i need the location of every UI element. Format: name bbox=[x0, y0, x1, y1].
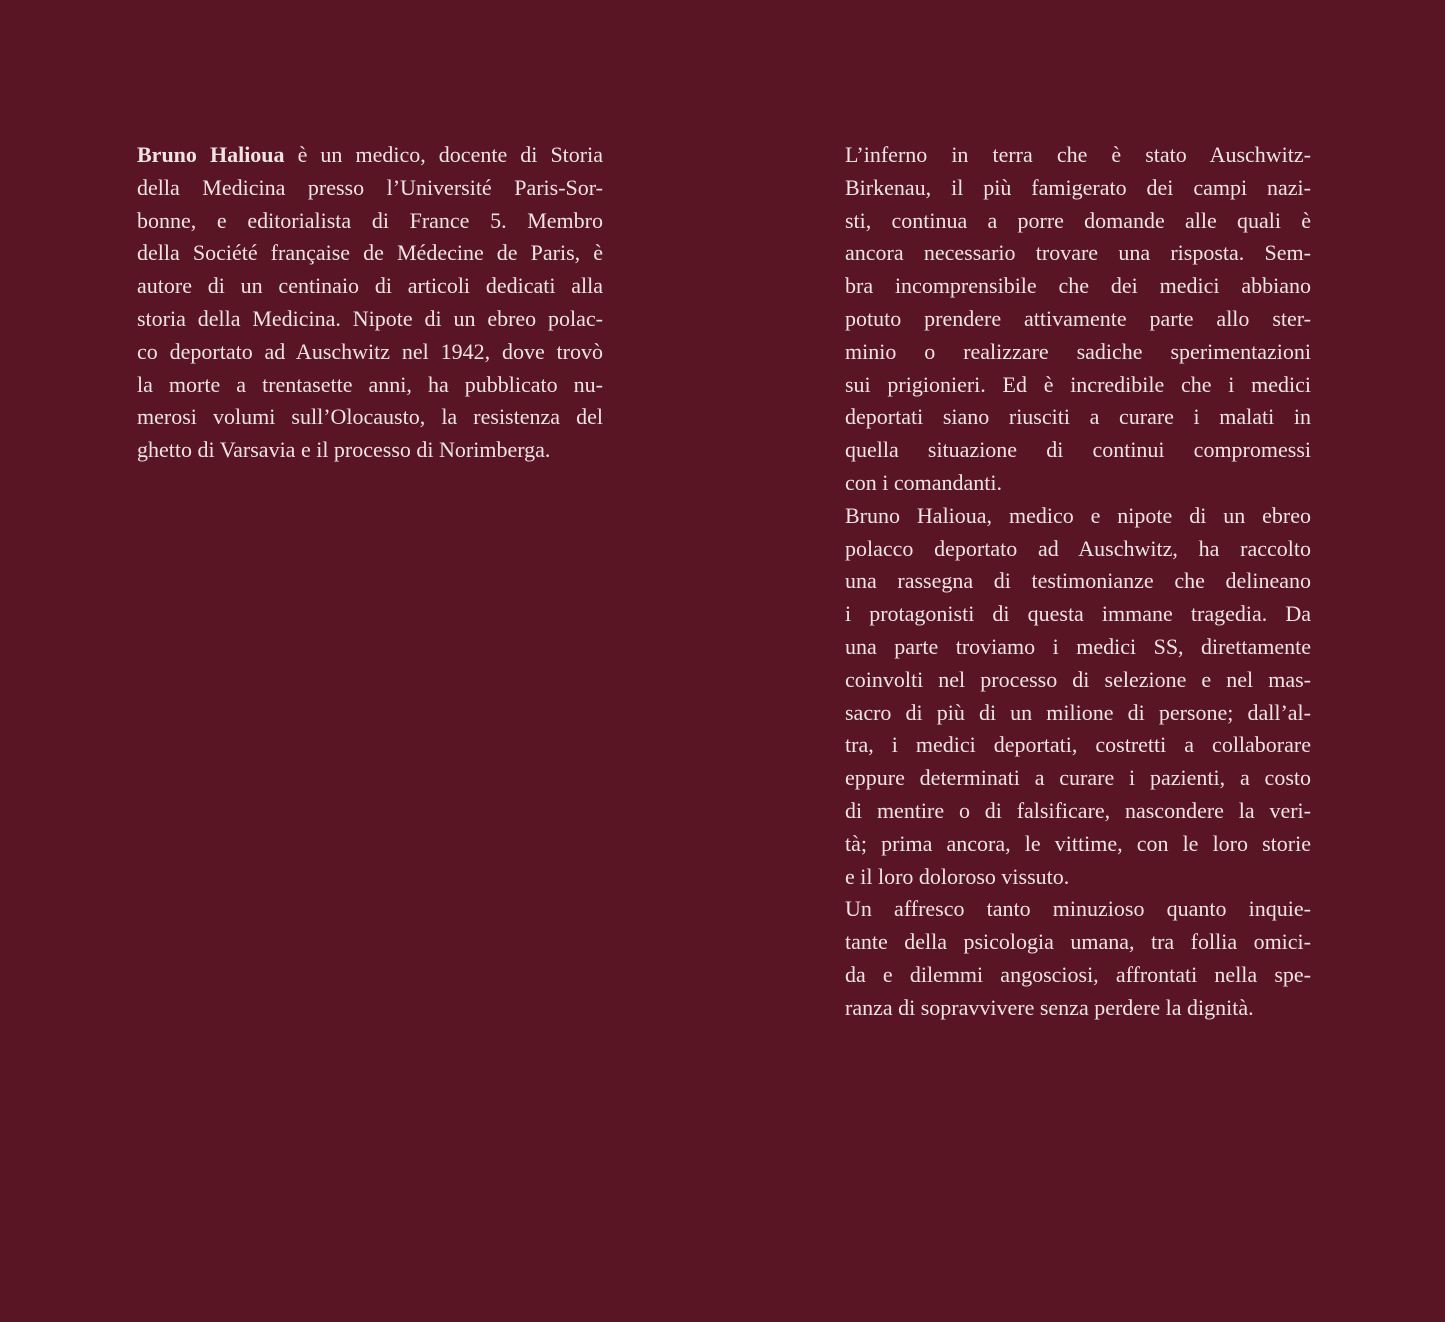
text-line: L’inferno in terra che è stato Auschwitz- bbox=[845, 142, 1311, 167]
text-line bbox=[137, 139, 603, 172]
text-line: ghetto di Varsavia e il processo di Norimberga. bbox=[137, 437, 551, 463]
text-line: minio o realizzare sadiche sperimentazioni bbox=[845, 338, 1311, 364]
text-line: con i comandanti. bbox=[845, 469, 1003, 495]
text-line: deportati siano riusciti a curare i malati in bbox=[845, 404, 1311, 430]
text-line: bonne, e editorialista di France 5. Membro bbox=[137, 207, 603, 233]
text-line: tra, i medici deportati, costretti a collaborare bbox=[845, 732, 1311, 758]
text-line: i protagonisti di questa immane tragedia. Da bbox=[845, 601, 1311, 627]
text-line: tante della psicologia umana, tra follia omici- bbox=[845, 929, 1311, 955]
author-bio-paragraph bbox=[137, 172, 603, 467]
text-line: coinvolti nel processo di selezione e nel mas- bbox=[845, 666, 1311, 692]
text-line: sti, continua a porre domande alle quali è bbox=[845, 207, 1311, 233]
text-line: tà; prima ancora, le vittime, con le loro storie bbox=[845, 830, 1311, 856]
text-line: ranza di sopravvivere senza perdere la dignità. bbox=[845, 994, 1254, 1020]
description-paragraph-3 bbox=[845, 893, 1311, 1024]
text-line: storia della Medicina. Nipote di un ebreo polac- bbox=[137, 305, 603, 331]
text-line: bra incomprensibile che dei medici abbiano bbox=[845, 273, 1311, 299]
description-paragraph-1 bbox=[845, 139, 1311, 500]
text-line: sacro di più di un milione di persone; dall’al- bbox=[845, 699, 1311, 725]
text-line: merosi volumi sull’Olocausto, la resistenza del bbox=[137, 404, 603, 430]
text-line: polacco deportato ad Auschwitz, ha raccolto bbox=[845, 535, 1311, 561]
text-line: eppure determinati a curare i pazienti, a costo bbox=[845, 765, 1311, 791]
description-paragraph-2 bbox=[845, 500, 1311, 894]
text-line: quella situazione di continui compromessi bbox=[845, 437, 1311, 463]
text-line: Birkenau, il più famigerato dei campi nazi- bbox=[845, 174, 1311, 200]
text-line: sui prigionieri. Ed è incredibile che i medici bbox=[845, 371, 1311, 397]
text-line: ancora necessario trovare una risposta. Sem- bbox=[845, 240, 1311, 266]
text-line: della Société française de Médecine de Paris, è bbox=[137, 240, 603, 266]
text-line: autore di un centinaio di articoli dedicati alla bbox=[137, 273, 603, 299]
author-name: Bruno Halioua bbox=[137, 142, 285, 167]
text-line: una parte troviamo i medici SS, direttamente bbox=[845, 633, 1311, 659]
text-line: una rassegna di testimonianze che delineano bbox=[845, 568, 1311, 594]
book-description-column bbox=[845, 139, 1311, 1025]
author-bio-column bbox=[137, 139, 603, 467]
text-line: co deportato ad Auschwitz nel 1942, dove trovò bbox=[137, 338, 603, 364]
author-bio-first-line: è un medico, docente di Storia bbox=[284, 142, 603, 167]
text-line: la morte a trentasette anni, ha pubblicato nu- bbox=[137, 371, 603, 397]
text-line: di mentire o di falsificare, nascondere la veri- bbox=[845, 797, 1311, 823]
text-line: da e dilemmi angosciosi, affrontati nella spe- bbox=[845, 961, 1311, 987]
text-line: Bruno Halioua, medico e nipote di un ebreo bbox=[845, 502, 1311, 528]
text-line: della Medicina presso l’Université Paris-Sor- bbox=[137, 174, 603, 200]
text-line: e il loro doloroso vissuto. bbox=[845, 863, 1070, 889]
text-line: Un affresco tanto minuzioso quanto inquie- bbox=[845, 896, 1311, 922]
text-line: potuto prendere attivamente parte allo ster- bbox=[845, 305, 1311, 331]
